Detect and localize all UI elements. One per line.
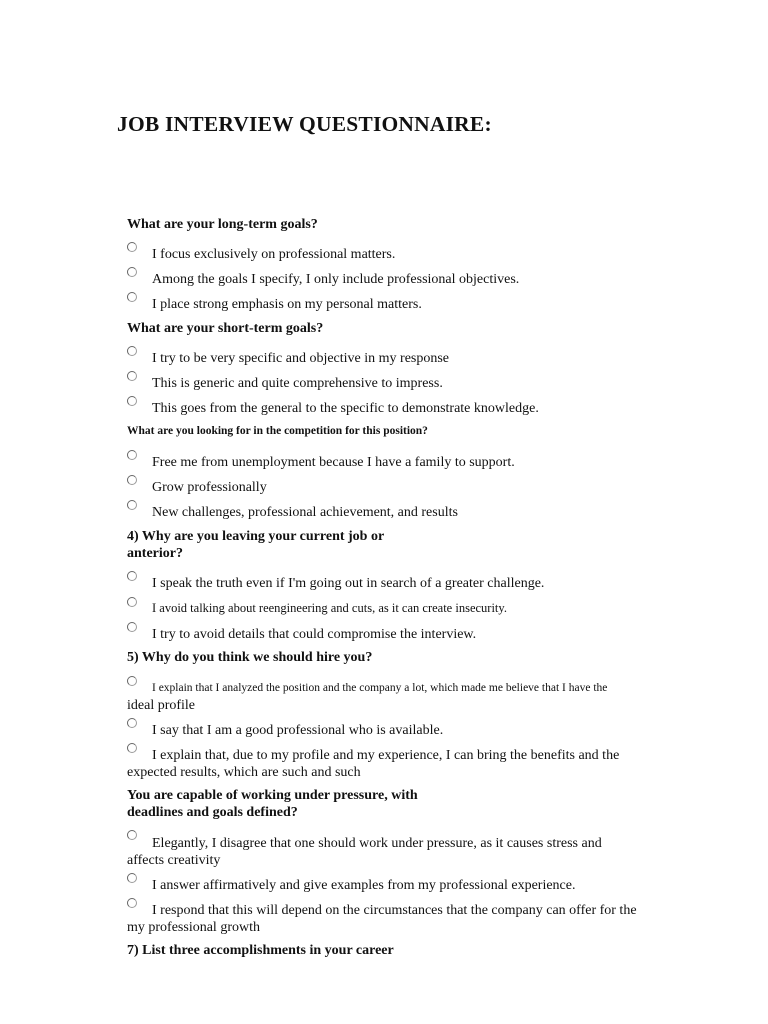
option-label-continued: expected results, which are such and such bbox=[127, 765, 361, 780]
option-label: I place strong emphasis on my personal matters. bbox=[152, 297, 422, 312]
option-label: I explain that, due to my profile and my experience, I can bring the benefits and the bbox=[152, 748, 620, 763]
radio-button[interactable] bbox=[127, 450, 137, 460]
option-label: I respond that this will depend on the circumstances that the company can offer for the bbox=[152, 903, 637, 918]
radio-button[interactable] bbox=[127, 873, 137, 883]
radio-button[interactable] bbox=[127, 346, 137, 356]
option-label: This is generic and quite comprehensive to impress. bbox=[152, 376, 443, 391]
option-label: I try to avoid details that could compromise the interview. bbox=[152, 627, 477, 642]
radio-button[interactable] bbox=[127, 571, 137, 581]
option-label: This goes from the general to the specific to demonstrate knowledge. bbox=[152, 401, 539, 416]
page-title: JOB INTERVIEW QUESTIONNAIRE: bbox=[117, 112, 492, 136]
option-label: I avoid talking about reengineering and cuts, as it can create insecurity. bbox=[152, 601, 507, 615]
option-label-continued: affects creativity bbox=[127, 853, 221, 868]
question-1: What are your long-term goals? bbox=[127, 217, 318, 232]
option-label: I focus exclusively on professional matters. bbox=[152, 247, 396, 262]
radio-button[interactable] bbox=[127, 830, 137, 840]
question-3: What are you looking for in the competition for this position? bbox=[127, 425, 428, 437]
radio-button[interactable] bbox=[127, 267, 137, 277]
radio-button[interactable] bbox=[127, 743, 137, 753]
option-label: I try to be very specific and objective in my response bbox=[152, 351, 450, 366]
option-label: Free me from unemployment because I have a family to support. bbox=[152, 455, 515, 470]
question-4-line-2: anterior? bbox=[127, 546, 183, 561]
radio-button[interactable] bbox=[127, 371, 137, 381]
option-label: I speak the truth even if I'm going out in search of a greater challenge. bbox=[152, 576, 545, 591]
option-label-continued: my professional growth bbox=[127, 920, 260, 935]
radio-button[interactable] bbox=[127, 242, 137, 252]
radio-button[interactable] bbox=[127, 396, 137, 406]
question-6-line-1: You are capable of working under pressure, with bbox=[127, 788, 418, 803]
radio-button[interactable] bbox=[127, 622, 137, 632]
option-label: Grow professionally bbox=[152, 480, 267, 495]
option-label: I say that I am a good professional who is available. bbox=[152, 723, 444, 738]
option-label: I answer affirmatively and give examples from my professional experience. bbox=[152, 878, 576, 893]
radio-button[interactable] bbox=[127, 292, 137, 302]
question-6-line-2: deadlines and goals defined? bbox=[127, 805, 298, 820]
option-label: I explain that I analyzed the position and the company a lot, which made me believe that I have the bbox=[152, 682, 608, 694]
question-4-line-1: 4) Why are you leaving your current job or bbox=[127, 529, 385, 544]
radio-button[interactable] bbox=[127, 676, 137, 686]
radio-button[interactable] bbox=[127, 718, 137, 728]
question-2: What are your short-term goals? bbox=[127, 321, 324, 336]
option-label: New challenges, professional achievement, and results bbox=[152, 505, 458, 520]
radio-button[interactable] bbox=[127, 475, 137, 485]
option-label: Elegantly, I disagree that one should work under pressure, as it causes stress and bbox=[152, 836, 602, 851]
radio-button[interactable] bbox=[127, 500, 137, 510]
question-7: 7) List three accomplishments in your career bbox=[127, 943, 394, 958]
option-label: Among the goals I specify, I only include professional objectives. bbox=[152, 272, 520, 287]
question-5: 5) Why do you think we should hire you? bbox=[127, 650, 373, 665]
radio-button[interactable] bbox=[127, 898, 137, 908]
option-label-continued: ideal profile bbox=[127, 698, 196, 713]
radio-button[interactable] bbox=[127, 597, 137, 607]
